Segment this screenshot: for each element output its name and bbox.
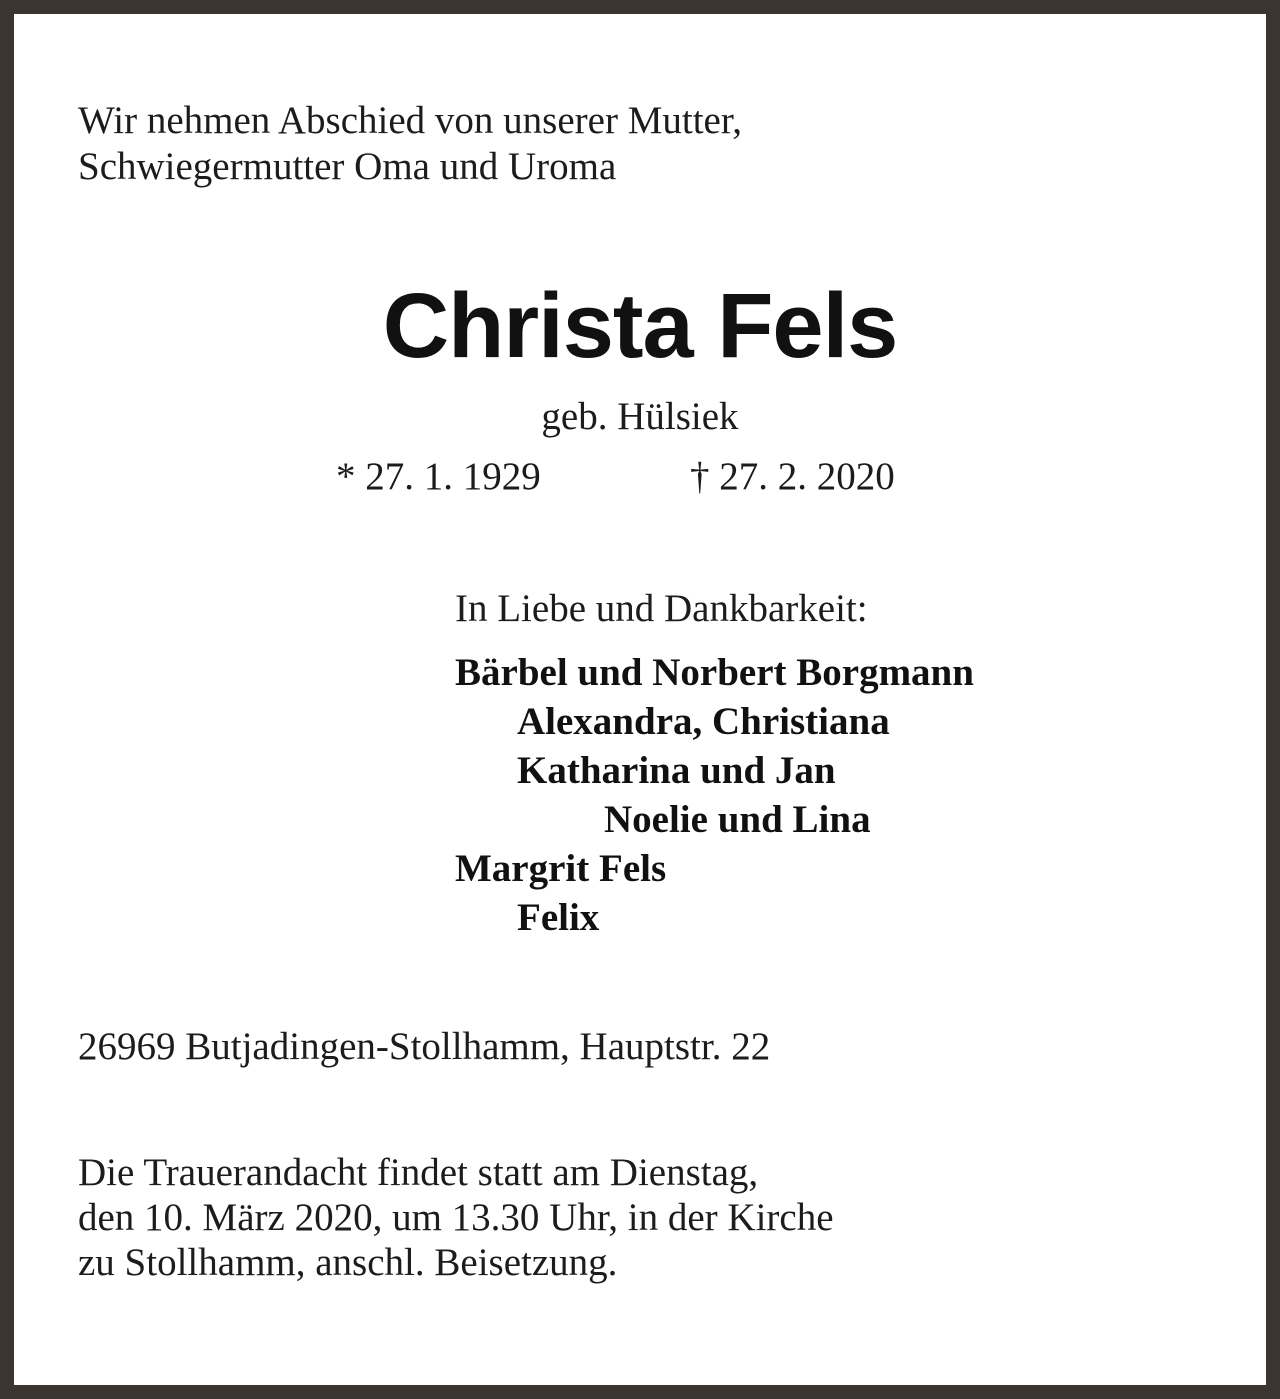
mourner-line: Alexandra, Christiana — [517, 700, 890, 743]
mourners-list — [455, 648, 974, 942]
family-address: 26969 Butjadingen-Stollhamm, Hauptstr. 22 — [78, 1025, 771, 1068]
intro-text — [78, 98, 1198, 190]
mourners-heading: In Liebe und Dankbarkeit: — [455, 587, 868, 630]
mourner-line: Katharina und Jan — [517, 749, 836, 792]
death-date: † 27. 2. 2020 — [690, 455, 895, 498]
service-line-2: den 10. März 2020, um 13.30 Uhr, in der Kirche — [78, 1196, 834, 1239]
service-line-3: zu Stollhamm, anschl. Beisetzung. — [78, 1241, 618, 1284]
service-line-1: Die Trauerandacht findet statt am Dienstag, — [78, 1151, 759, 1194]
mourner-line: Margrit Fels — [455, 847, 667, 890]
birth-date: * 27. 1. 1929 — [336, 455, 541, 498]
service-info — [78, 1150, 834, 1285]
intro-line-2: Schwiegermutter Oma und Uroma — [78, 145, 617, 188]
intro-line-1: Wir nehmen Abschied von unserer Mutter, — [78, 99, 743, 142]
mourner-line: Noelie und Lina — [604, 798, 871, 841]
maiden-name: geb. Hülsiek — [541, 395, 739, 438]
deceased-name: Christa Fels — [382, 275, 898, 377]
mourner-line: Bärbel und Norbert Borgmann — [455, 651, 974, 694]
mourner-line: Felix — [517, 896, 600, 939]
